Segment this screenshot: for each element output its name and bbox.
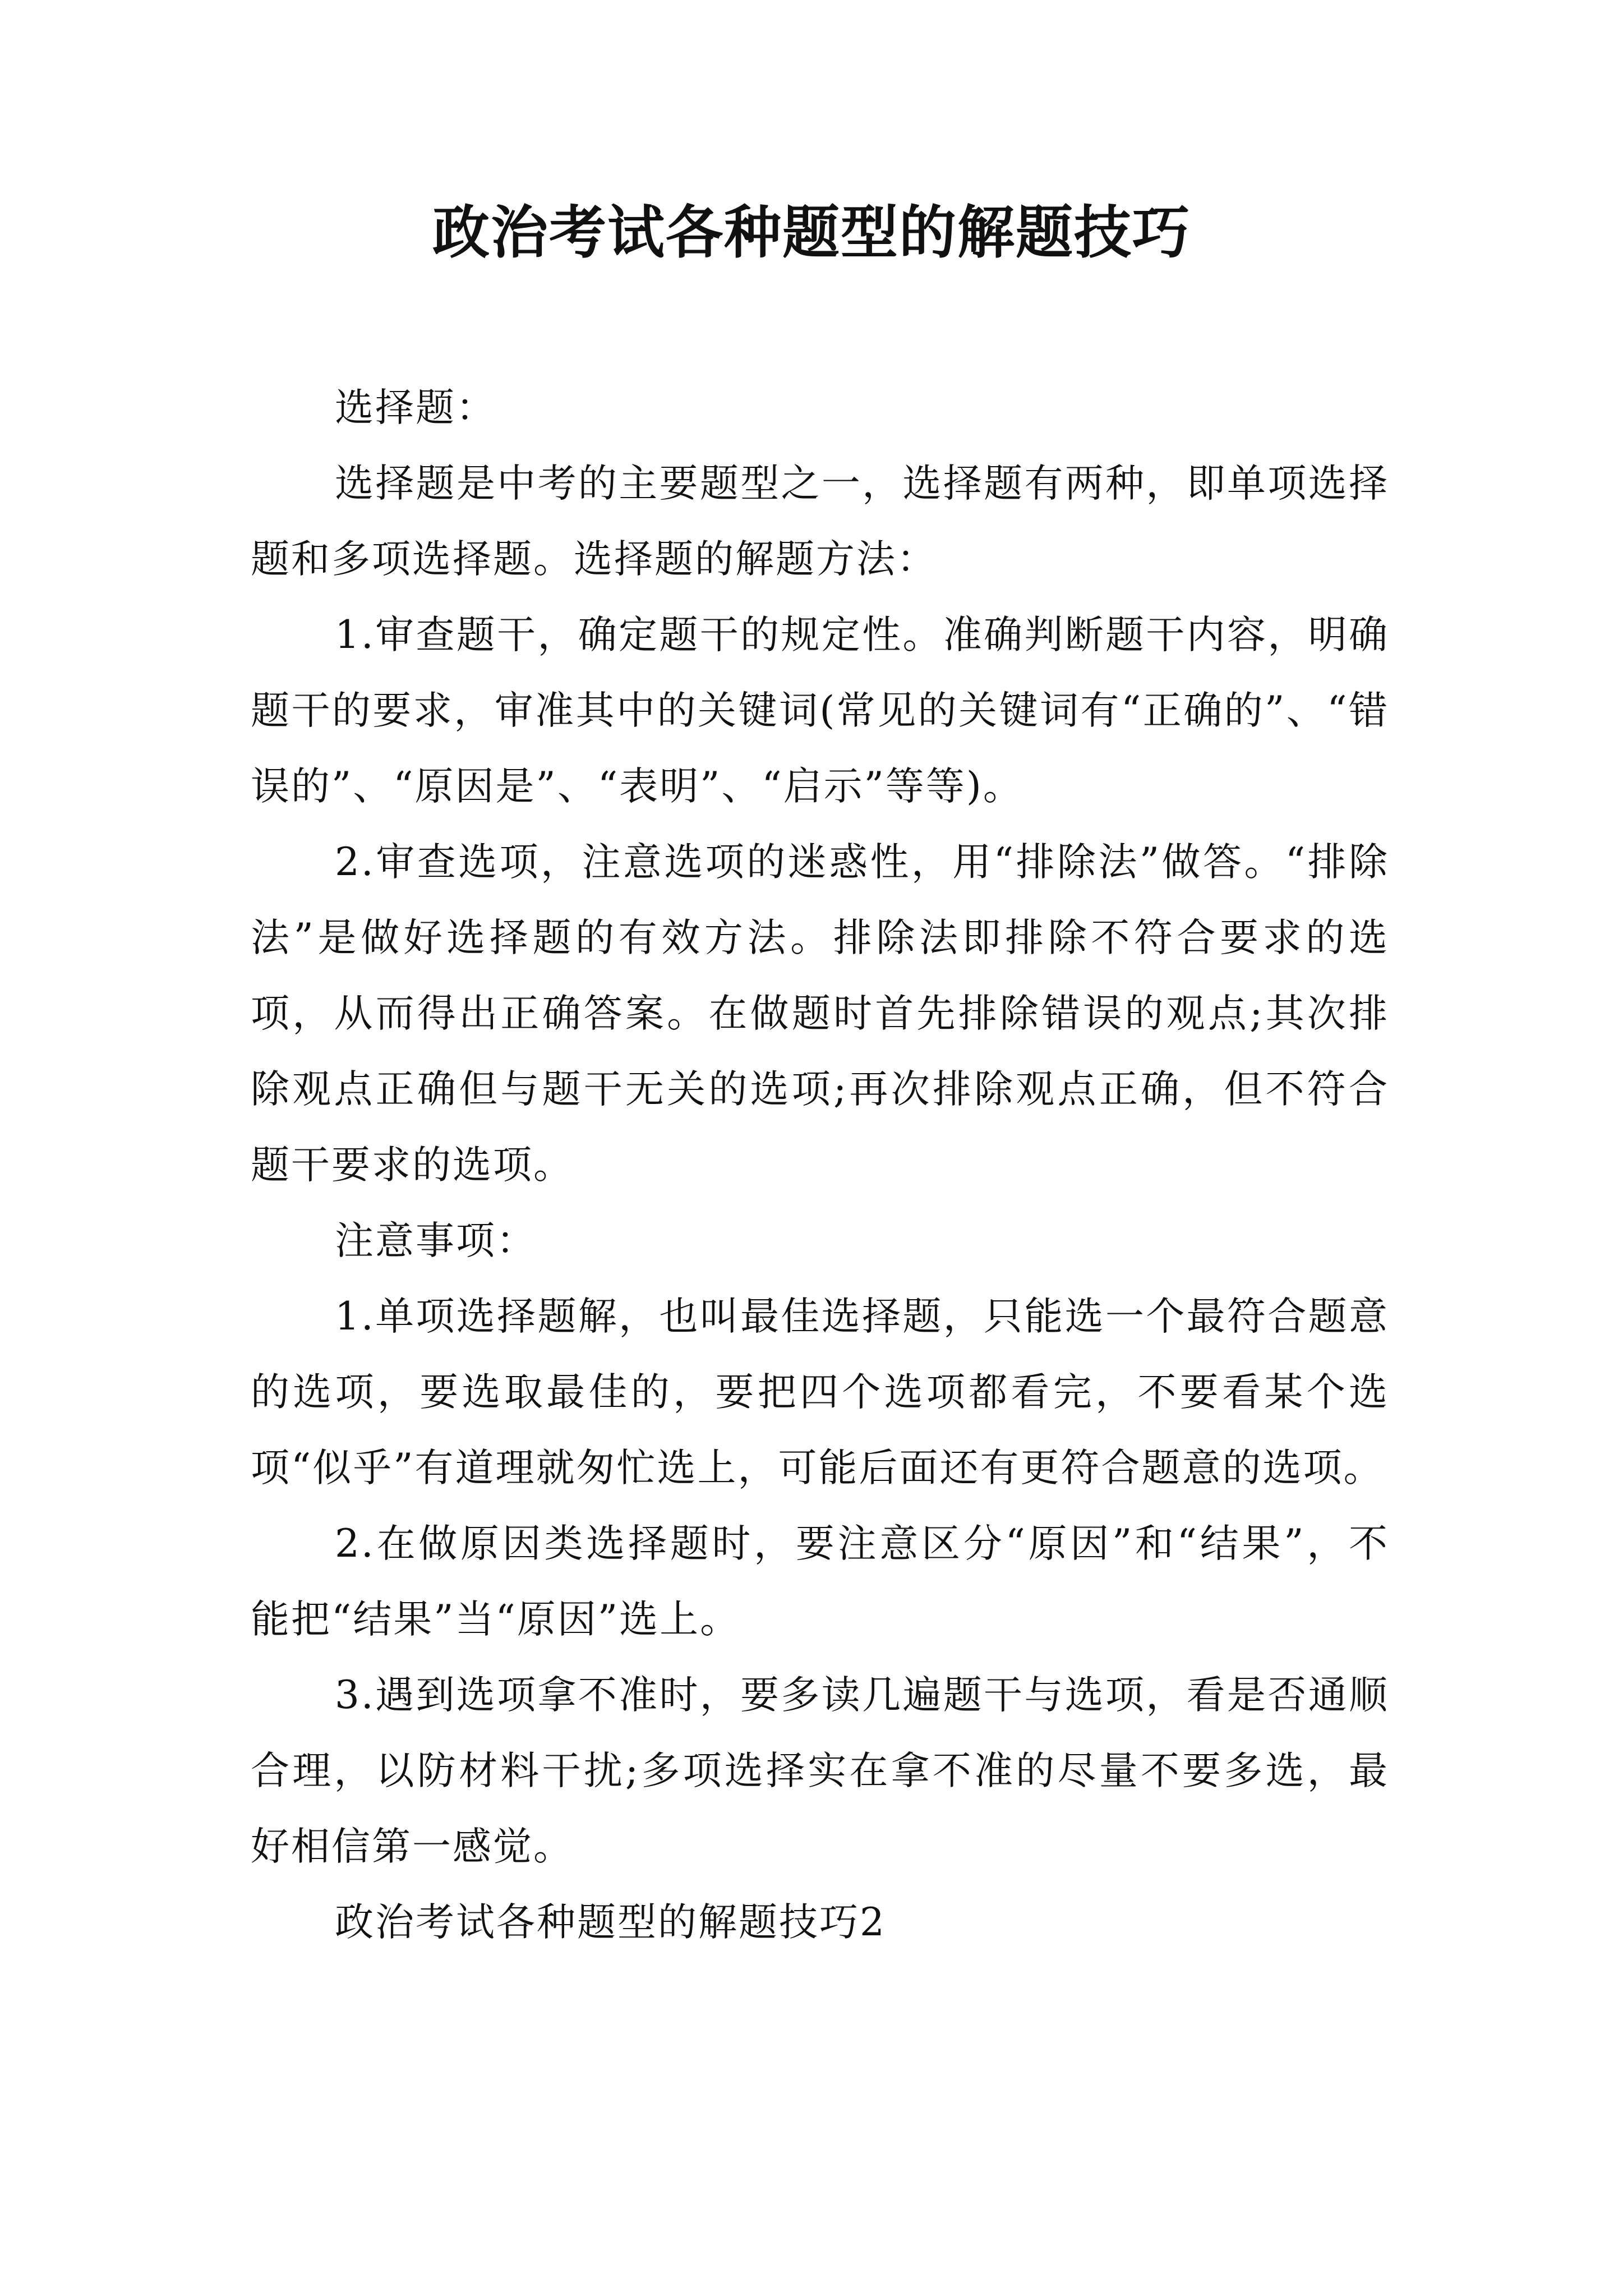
- paragraph-method-2: 2.审查选项，注意选项的迷惑性，用“排除法”做答。“排除法”是做好选择题的有效方法。排除法即排除不符合要求的选项，从而得出正确答案。在做题时首先排除错误的观点;其次排除观点正确但与题干无关的选项;再次排除观点正确，但不符合题干要求的选项。: [251, 840, 1389, 1188]
- paragraph-note-2: 2.在做原因类选择题时，要注意区分“原因”和“结果”，不能把“结果”当“原因”选上。: [251, 1521, 1389, 1642]
- section-heading-choice: 选择题：: [335, 385, 496, 430]
- section-heading-part-2: 政治考试各种题型的解题技巧2: [335, 1900, 886, 1945]
- section-heading-notes: 注意事项：: [335, 1218, 537, 1263]
- document-body: [251, 370, 1389, 1961]
- paragraph-note-3: 3.遇到选项拿不准时，要多读几遍题干与选项，看是否通顺合理，以防材料干扰;多项选择实在拿不准的尽量不要多选，最好相信第一感觉。: [251, 1673, 1389, 1869]
- paragraph-method-1: 1.审查题干，确定题干的规定性。准确判断题干内容，明确题干的要求，审准其中的关键词(常见的关键词有“正确的”、“错误的”、“原因是”、“表明”、“启示”等等)。: [251, 613, 1389, 809]
- paragraph-note-1: 1.单项选择题解，也叫最佳选择题，只能选一个最符合题意的选项，要选取最佳的，要把四个选项都看完，不要看某个选项“似乎”有道理就匆忙选上，可能后面还有更符合题意的选项。: [251, 1294, 1389, 1490]
- document-title: 政治考试各种题型的解题技巧: [432, 199, 1191, 266]
- paragraph-intro: 选择题是中考的主要题型之一，选择题有两种，即单项选择题和多项选择题。选择题的解题方法：: [251, 461, 1389, 582]
